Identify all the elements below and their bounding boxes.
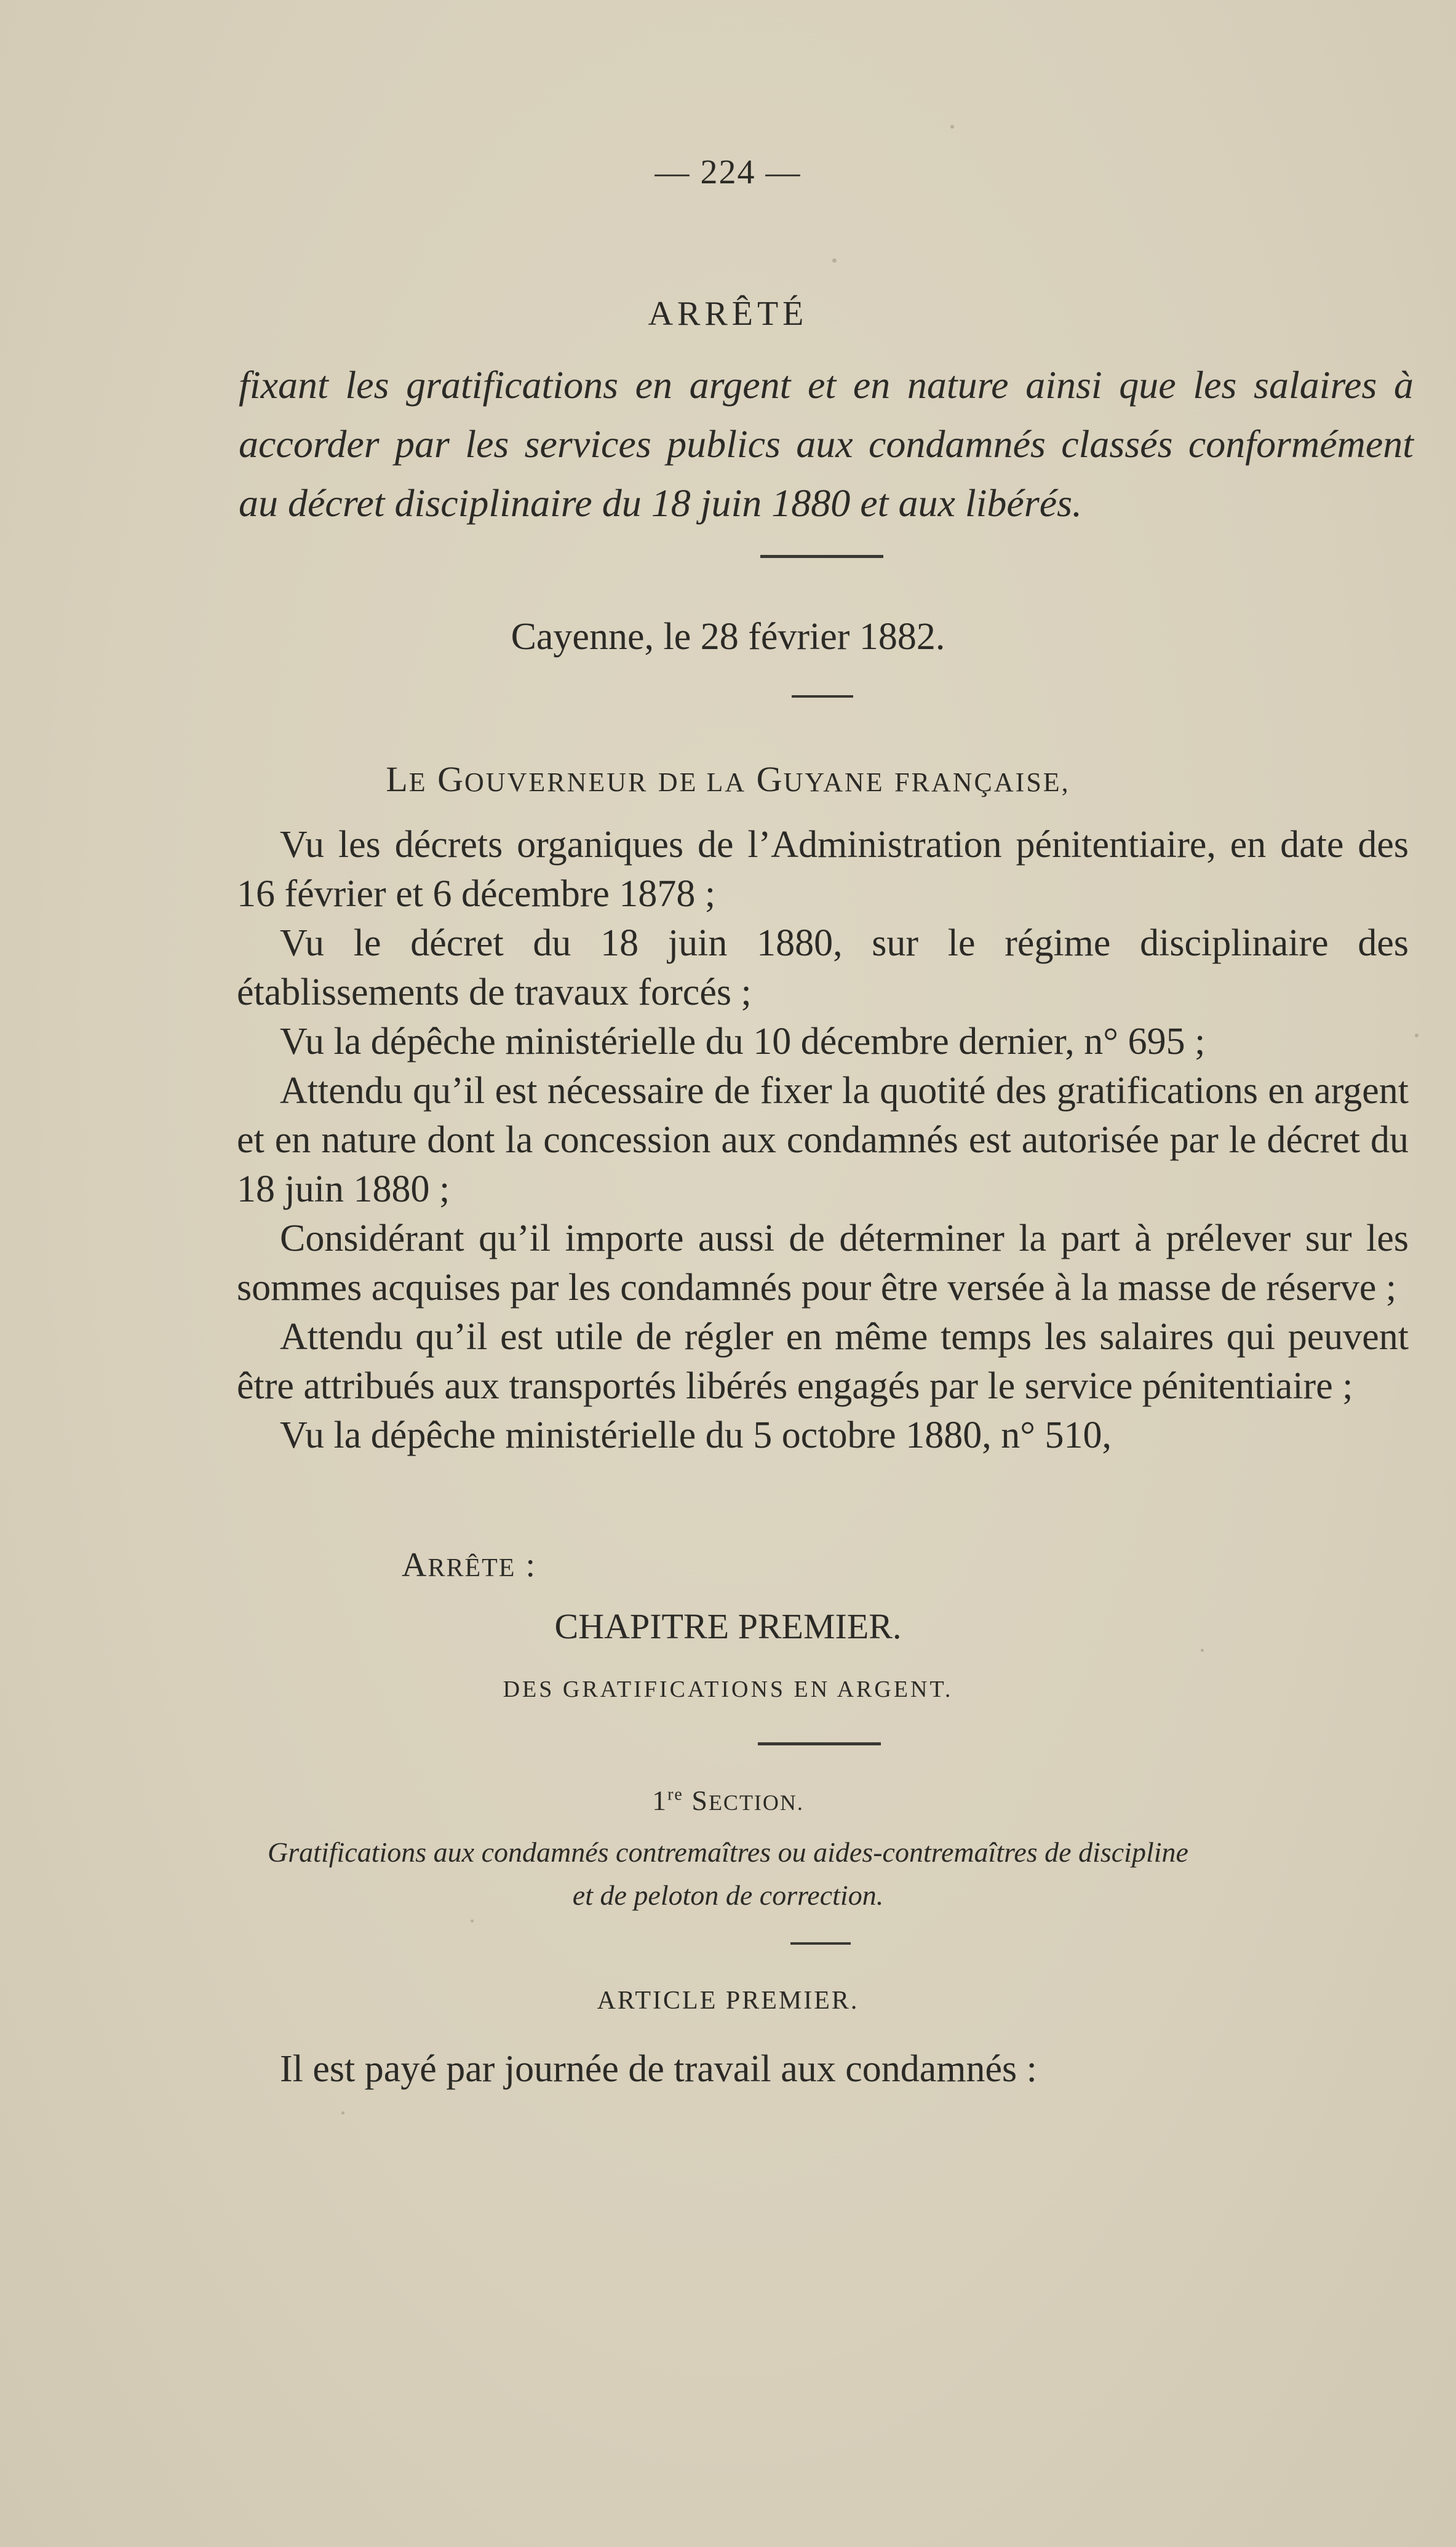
preamble-paragraph: Vu la dépêche ministérielle du 5 octobre 1880, n° 510, [280, 1414, 1112, 1456]
paper-speck [950, 125, 954, 129]
section-ordinal: re [667, 1785, 683, 1804]
governor-heading [0, 759, 1456, 800]
section-label-part: ECTION. [708, 1790, 804, 1815]
section-label-part: S [691, 1785, 709, 1816]
arrete-heading-part: A [402, 1546, 428, 1584]
arrete-heading-part: RRÊTE [428, 1554, 516, 1582]
section-description-line: et de peloton de correction. [572, 1879, 884, 1911]
governor-heading-part: G [756, 759, 784, 799]
divider-rule [760, 555, 883, 558]
divider-rule [758, 1742, 881, 1745]
governor-heading-part: FRANÇAISE, [894, 767, 1070, 797]
paper-speck [341, 2111, 344, 2115]
paper-speck [471, 1919, 474, 1923]
preamble-paragraph: Vu le décret du 18 juin 1880, sur le régime disciplinaire des établissements de travaux forcés ; [237, 922, 1409, 1013]
section-label [0, 1784, 1456, 1817]
preamble-paragraph: Vu les décrets organiques de l’Administration pénitentiaire, en date des 16 février et 6 décembre 1878 ; [237, 824, 1409, 915]
article-title: ARTICLE PREMIER. [597, 1987, 859, 2015]
page-number: — 224 — [654, 153, 802, 191]
paper-speck [1415, 1034, 1418, 1037]
section-description-line: Gratifications aux condamnés contremaîtres ou aides-contremaîtres de discipline [268, 1836, 1188, 1868]
governor-heading-part: E [408, 767, 428, 797]
governor-heading-part: G [437, 759, 465, 799]
paper-speck [1201, 1649, 1204, 1652]
section-number: 1 [652, 1785, 668, 1816]
section-description [0, 1831, 1456, 1917]
preamble-paragraph: Attendu qu’il est utile de régler en même temps les salaires qui peuvent être attribués aux transportés libérés engagés par le service pénitentiaire ; [237, 1316, 1409, 1407]
paper-speck [832, 258, 837, 263]
article-text: Il est payé par journée de travail aux condamnés : [280, 2048, 1037, 2090]
chapter-subtitle: DES GRATIFICATIONS EN ARGENT. [503, 1676, 953, 1702]
decree-title: ARRÊTÉ [648, 295, 808, 333]
arrete-heading [402, 1545, 536, 1585]
arrete-heading-part: : [515, 1546, 537, 1584]
preamble-paragraph: Considérant qu’il importe aussi de déterminer la part à prélever sur les sommes acquises par les condamnés pour être versée à la masse de réserve ; [237, 1218, 1409, 1309]
governor-heading-part: L [386, 759, 409, 799]
divider-rule [792, 695, 853, 698]
preamble [237, 820, 1409, 1460]
governor-heading-part: OUVERNEUR [464, 767, 648, 797]
preamble-paragraph: Attendu qu’il est nécessaire de fixer la quotité des gratifications en argent et en nature dont la concession aux condamnés est autorisée par le décret du 18 juin 1880 ; [237, 1070, 1409, 1210]
divider-rule [790, 1942, 851, 1945]
place-date: Cayenne, le 28 février 1882. [511, 616, 945, 658]
governor-heading-part: UYANE [783, 767, 885, 797]
governor-heading-part: DE LA [658, 767, 747, 797]
decree-subtitle: fixant les gratifications en argent et en nature ainsi que les salaires à accorder par les services publics aux condamnés classés conformément au décret disciplinaire du 18 juin 1880 et aux libérés. [239, 363, 1414, 525]
preamble-paragraph: Vu la dépêche ministérielle du 10 décembre dernier, n° 695 ; [280, 1021, 1206, 1062]
chapter-title: CHAPITRE PREMIER. [554, 1606, 902, 1646]
